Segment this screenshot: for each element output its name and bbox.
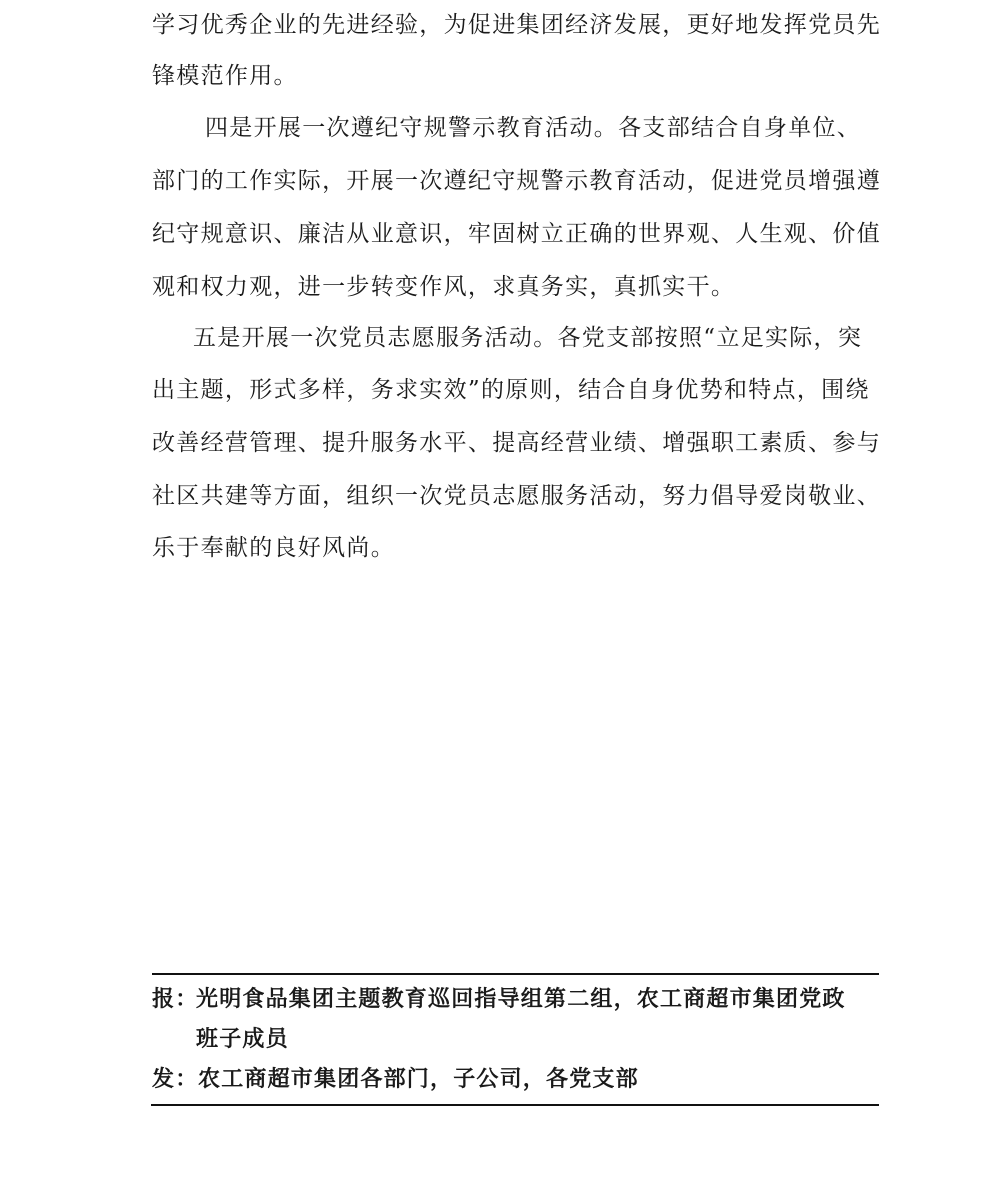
body-text-line: 社区共建等方面，组织一次党员志愿服务活动，努力倡导爱岗敬业、 xyxy=(152,483,881,509)
footer-top-rule xyxy=(152,973,879,975)
body-text-line: 纪守规意识、廉洁从业意识，牢固树立正确的世界观、人生观、价值 xyxy=(152,221,881,247)
body-text-line: 锋模范作用。 xyxy=(152,63,298,89)
body-text-line: 改善经营管理、提升服务水平、提高经营业绩、增强职工素质、参与 xyxy=(152,430,881,456)
body-text-line: 部门的工作实际，开展一次遵纪守规警示教育活动，促进党员增强遵 xyxy=(152,168,881,194)
body-text-line: 出主题，形式多样，务求实效”的原则，结合自身优势和特点，围绕 xyxy=(152,377,870,403)
send-recipients: 农工商超市集团各部门，子公司，各党支部 xyxy=(198,1066,639,1092)
report-recipients-line1: 光明食品集团主题教育巡回指导组第二组，农工商超市集团党政 xyxy=(196,986,846,1012)
body-text-line: 学习优秀企业的先进经验，为促进集团经济发展，更好地发挥党员先 xyxy=(152,12,881,38)
body-text-line: 乐于奉献的良好风尚。 xyxy=(152,535,395,561)
paragraph-4-first-line: 四是开展一次遵纪守规警示教育活动。各支部结合自身单位、 xyxy=(205,115,862,141)
body-text-line: 观和权力观，进一步转变作风，求真务实，真抓实干。 xyxy=(152,274,736,300)
footer-bottom-rule xyxy=(151,1104,879,1106)
send-label: 发： xyxy=(152,1066,199,1092)
paragraph-5-first-line: 五是开展一次党员志愿服务活动。各党支部按照“立足实际，突 xyxy=(193,325,863,351)
report-recipients-line2: 班子成员 xyxy=(196,1026,289,1052)
report-label: 报： xyxy=(152,986,199,1012)
